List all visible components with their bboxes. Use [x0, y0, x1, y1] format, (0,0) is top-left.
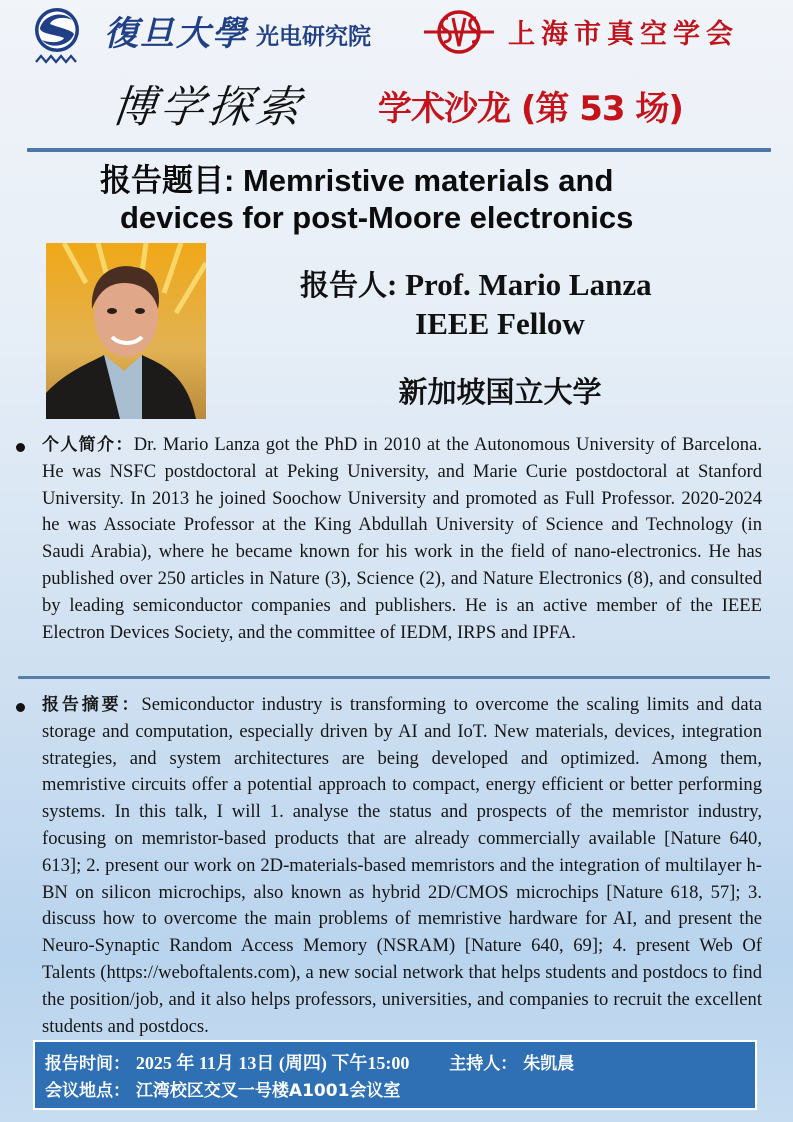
event-info-box: [33, 1040, 757, 1110]
venue-row: [45, 1078, 755, 1105]
bio-label: 个人简介：: [42, 435, 134, 455]
salon-title: 学术沙龙 (第 53 场): [378, 89, 683, 129]
section-divider: [18, 676, 770, 679]
report-title-line2: devices for post-Moore electronics: [120, 200, 634, 235]
speaker-name: [300, 266, 652, 304]
institute-name: 光电研究院: [256, 23, 371, 50]
report-abstract: [42, 692, 762, 1040]
speaker-honor: IEEE Fellow: [415, 306, 585, 341]
speaker-name-text: : Prof. Mario Lanza: [387, 267, 652, 302]
fudan-emblem-icon: [30, 6, 84, 68]
host-label: 主持人：: [449, 1054, 518, 1074]
svs-emblem-icon: [422, 6, 496, 58]
vacuum-society-name: 上海市真空学会: [508, 19, 739, 50]
calligraphy-motto: 博学探索: [109, 82, 307, 133]
speaker-photo: [46, 243, 206, 419]
fudan-university-name: 復旦大學: [104, 14, 248, 54]
bio-text: Dr. Mario Lanza got the PhD in 2010 at the Autonomous University of Barcelona. He was NSFC postdoctoral at Peking University, and Marie Curie postdoctoral at Stanford University. In 2013 he joined Soochow University and promoted as Full Professor. 2020-2024 he was Associate Professor at the King Abdullah University of Science and Technology (in Saudi Arabia), where he became known for his work in the field of nano-electronics. He has published over 250 articles in Nature (3), Science (2), and Nature Electronics (8), and consulted by leading semiconductor companies and publishers. He is an active member of the IEEE Electron Devices Society, and the committee of IEDM, IRPS and IPFA.: [42, 434, 763, 643]
time-value: 2025 年 11月 13日 (周四) 下午15:00: [135, 1053, 410, 1073]
speaker-portrait-icon: [46, 243, 206, 419]
speaker-bio: [42, 432, 762, 646]
abstract-text: Semiconductor industry is transforming to overcome the scaling limits and data storage and computation, especially driven by AI and IoT. New materials, devices, integration strategies, and system architectures are being developed and optimized. Among them, memristive circuits offer a potential approach to compact, energy efficient or better performing systems. In this talk, I will 1. analyse the status and prospects of the memristor industry, focusing on memristor-based products that are already commercially available [Nature 640, 613]; 2. present our work on 2D-materials-based memristors and the integration of multilayer h-BN on silicon microchips, also known as hybrid 2D/CMOS microchips [Nature 618, 57]; 3. discuss how to overcome the main problems of memristive hardware for AI, and present the Neuro-Synaptic Random Access Memory (NSRAM) [Nature 640, 69]; 4. present Web Of Talents (https://weboftalents.com), a new social network that helps students and postdocs to find the position/job, and it also helps professors, universities, and companies to recruit the excellent students and postdocs.: [42, 694, 762, 1037]
report-title-text: Memristive materials and: [234, 163, 614, 198]
venue-value: 江湾校区交叉一号楼A1001会议室: [135, 1081, 401, 1101]
report-title: [0, 162, 793, 236]
bio-bullet-icon: [16, 443, 25, 452]
time-label: 报告时间：: [45, 1054, 130, 1074]
venue-label: 会议地点：: [45, 1081, 130, 1101]
host-value: 朱凯晨: [523, 1054, 575, 1074]
report-title-label: 报告题目:: [100, 163, 235, 198]
speaker-affiliation: 新加坡国立大学: [398, 375, 602, 409]
abstract-label: 报告摘要：: [42, 695, 142, 715]
time-row: [45, 1050, 755, 1078]
top-divider: [27, 148, 771, 152]
speaker-label: 报告人: [300, 268, 388, 302]
report-title-line1: [0, 162, 793, 199]
abstract-bullet-icon: [16, 703, 25, 712]
